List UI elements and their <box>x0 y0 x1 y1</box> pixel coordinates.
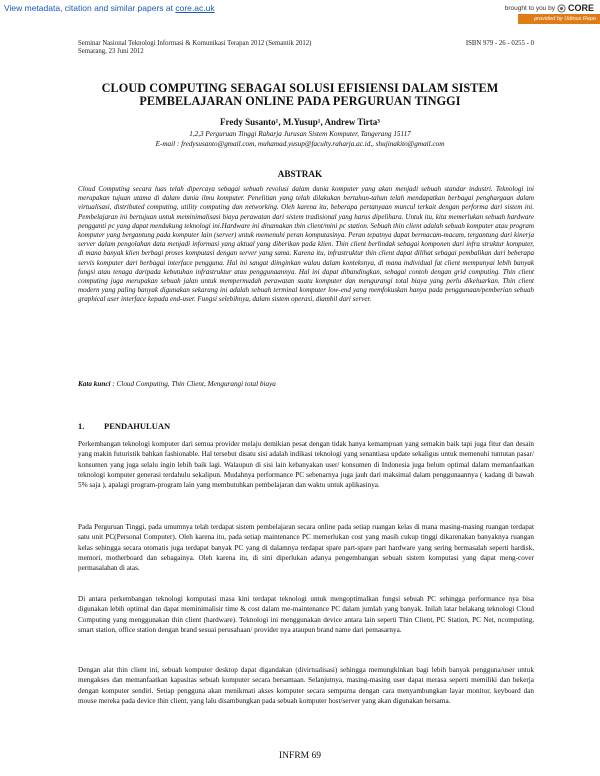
paragraph-2: Pada Perguruan Tinggi, pada umumnya telah terdapat sistem pembelajaran secara online pada setiap ruangan kelas di mana masing-masing ruangan terdapat satu unit PC(Personal Computer). Oleh karena itu, pada setiap maintenance PC memerlukan cost yang masih cukup tinggi dikarenakan banyaknya ruangan kelas sehingga secara otomatis juga terdapat banyak PC yang di dalamnya terdapat spare part-spare part hardware yang sering bermasalah seperti hardisk, memori, motherboard dan sebagainya. Oleh karena itu, di sini diperlukan adanya pengembangan sebuah sistem komputasi yang dapat meng-cover permasalahan di atas. <box>78 523 534 573</box>
abstract-heading: ABSTRAK <box>277 169 323 179</box>
title-line-2: PEMBELAJARAN ONLINE PADA PERGURUAN TINGGI <box>139 94 461 108</box>
title-line-1: CLOUD COMPUTING SEBAGAI SOLUSI EFISIENSI DALAM SISTEM <box>101 81 499 95</box>
section-number: 1. <box>78 421 85 431</box>
seminar-date: Semarang, 23 Juni 2012 <box>78 48 144 55</box>
section-heading <box>78 421 170 431</box>
keywords-text: : Cloud Computing, Thin Client, Mengurangi total biaya <box>112 380 276 388</box>
abstract-body: Cloud Computing secara luas telah dipercaya sebagai sebuah revolusi dalam dunia komputer yang akan menjadi sebuah standar industri. Teknologi ini merupakan tujuan utama di dalam dunia ilmu komputer. Penelitian yang telah dilakukan bertahun-tahun telah mendapatkan berbagai penghargaan dalam virtualisasi, distributed computing, utility computing dan networking. Oleh karena itu, beberapa pertanyaan muncul terkait dengan performa dari sistem ini. Pembelajaran ini bertujuan untuk meminimalisasi biaya perawatan dari sistem tradisional yang harus dipelihara. Untuk itu, kita memerlukan sebuah hardware pengganti pc yang dapat mendukung teknologi ini.Hardware ini dinamakan thin client/mini pc station. Sebuah thin client adalah sebuah komputer atau program komputer yang bergantung pada komputer lain (server) untuk memenuhi peran komputasinya. Peran tepatnya dapat bermacam-macam, tergantung dari kinerja server dalam pengolahan data menjadi informasi yang aktual yang diberikan pada klien. Thin client berlindak sebagai komponen dari infra struktur komputer, di mana banyak klien berbagi proses komputasi dengan server yang sama. Karena itu, infrastruktur thin client dapat dilihat sebagai pembalikan dari beberapa servis komputer dari berbagai interface pengguna. Hal ini sangat diinginkan walau dalam konteksnya, di mana individual fat client mempunyai lebih banyak fungsi atau tenaga daripada kebutuhan infrastruktur atau penggunaannya. Hal ini dapat dibandingkan, sebagai contoh dengan grid computing. Thin client computing juga merupakan sebuah jalan untuk mempermudah perawatan suatu komputer dan mengurangi total biaya yang perlu dikeluarkan. Thin client modern yang paling banyak digunakan sekarang ini adalah sebuah terminal komputer low-end yang memfokuskan hanya pada penggunaan/pemberian sebuah graphical user interface kepada end-user. Fungsi selebihnya, dalam sistem operasi, diambil dari server. <box>78 185 534 304</box>
keywords-label: Kata kunci <box>78 380 111 388</box>
core-link-domain[interactable]: core.ac.uk <box>175 3 215 13</box>
core-banner <box>0 0 600 24</box>
core-logo-text: CORE <box>567 3 594 13</box>
page-footer: INFRM 69 <box>279 751 321 761</box>
paper-title <box>0 82 600 108</box>
seminar-header <box>78 40 311 56</box>
authors: Fredy Susanto¹, M.Yusup¹, Andrew Tirta³ <box>220 117 380 127</box>
core-link-text[interactable]: View metadata, citation and similar papers at <box>4 3 176 13</box>
section-title: PENDAHULUAN <box>104 421 171 431</box>
brought-by-text: brought to you by <box>504 4 555 12</box>
core-brought-by[interactable] <box>505 3 594 13</box>
provided-by-badge[interactable]: provided by Udinus Repo <box>518 14 600 24</box>
paragraph-3: Di antara perkembangan teknologi komputasi masa kini terdapat teknologi untuk mengoptimalkan fungsi sebuah PC sehingga performance nya bisa digunakan lebih optimal dan dapat meminimalisir time & cost dalam me-maintenance PC dalam jumlah yang banyak. Inilah latar belakang teknologi Cloud Computing yang menggunakan thin client (hardware). Teknologi ini menggunakan device antara lain seperti Thin Client, PC Station, PC Net, ncomputing, smart station, office station dengan brand sesuai perusahaan/ provider nya ataupun brand name dari pemasarnya. <box>78 595 534 634</box>
seminar-name: Seminar Nasional Teknologi Informasi & Komunikasi Terapan 2012 (Semantik 2012) <box>78 40 312 47</box>
core-logo-icon <box>557 4 566 13</box>
paragraph-1: Perkembangan teknologi komputer dari semua provider melaju demikian pesat dengan tidak hanya kemampuan yang semakin baik tapi juga fitur dan desain yang makin futuristik bahkan fashionable. Hal tersebut disatu sisi adalah indikasi teknologi yang senantiasa update sekaligus untuk memenuhi tuntutan pasar/ konsumen yang juga selalu ingin lebih baik lagi. Walaupun di sisi lain kebanyakan user/ konsumen di Indonesia juga belum optimal dalam memanfaatkan teknologi komputer generasi terdahulu sekalipun. Mudahnya performance PC sebenarnya juga jauh dari maksimal dalam penggunaannya ( kadang di bawah 5% saja ), apalagi program-program lain yang membutuhkan pembelajaran dan waktu untuk aplikasinya. <box>78 440 534 490</box>
core-metadata-link[interactable] <box>4 3 215 13</box>
keywords <box>78 380 534 388</box>
paragraph-4: Dengan alat thin client ini, sebuah komputer desktop dapat digandakan (divirtualisasi) sehingga memungkinkan bagi lebih banyak pengguna/user untuk mengakses dan memanfaatkan kapasitas sebuah komputer secara bersamaan. Selanjutnya, masing-masing user dapat merasa seperti memiliki dan bekerja dengan komputer sendiri. Setiap pengguna akan menikmati akses komputer secara sempurna dengan cara menyambungkan layar monitor, keyboard dan mouse mereka pada device thin client, yang lalu disambungkan pada sebuah komputer host/server yang akan digunakan bersama. <box>78 666 534 705</box>
author-emails: E-mail : fredysusanto@gmail.com, muhamad.yusup@faculty.raharja.ac.id,, shujinakito@gmail.com <box>155 140 445 148</box>
affiliation: 1,2,3 Perguruan Tinggi Raharja Jurusan Sistem Komputer, Tangerang 15117 <box>189 130 411 138</box>
issn-number: ISBN 979 - 26 - 0255 - 0 <box>465 40 534 47</box>
